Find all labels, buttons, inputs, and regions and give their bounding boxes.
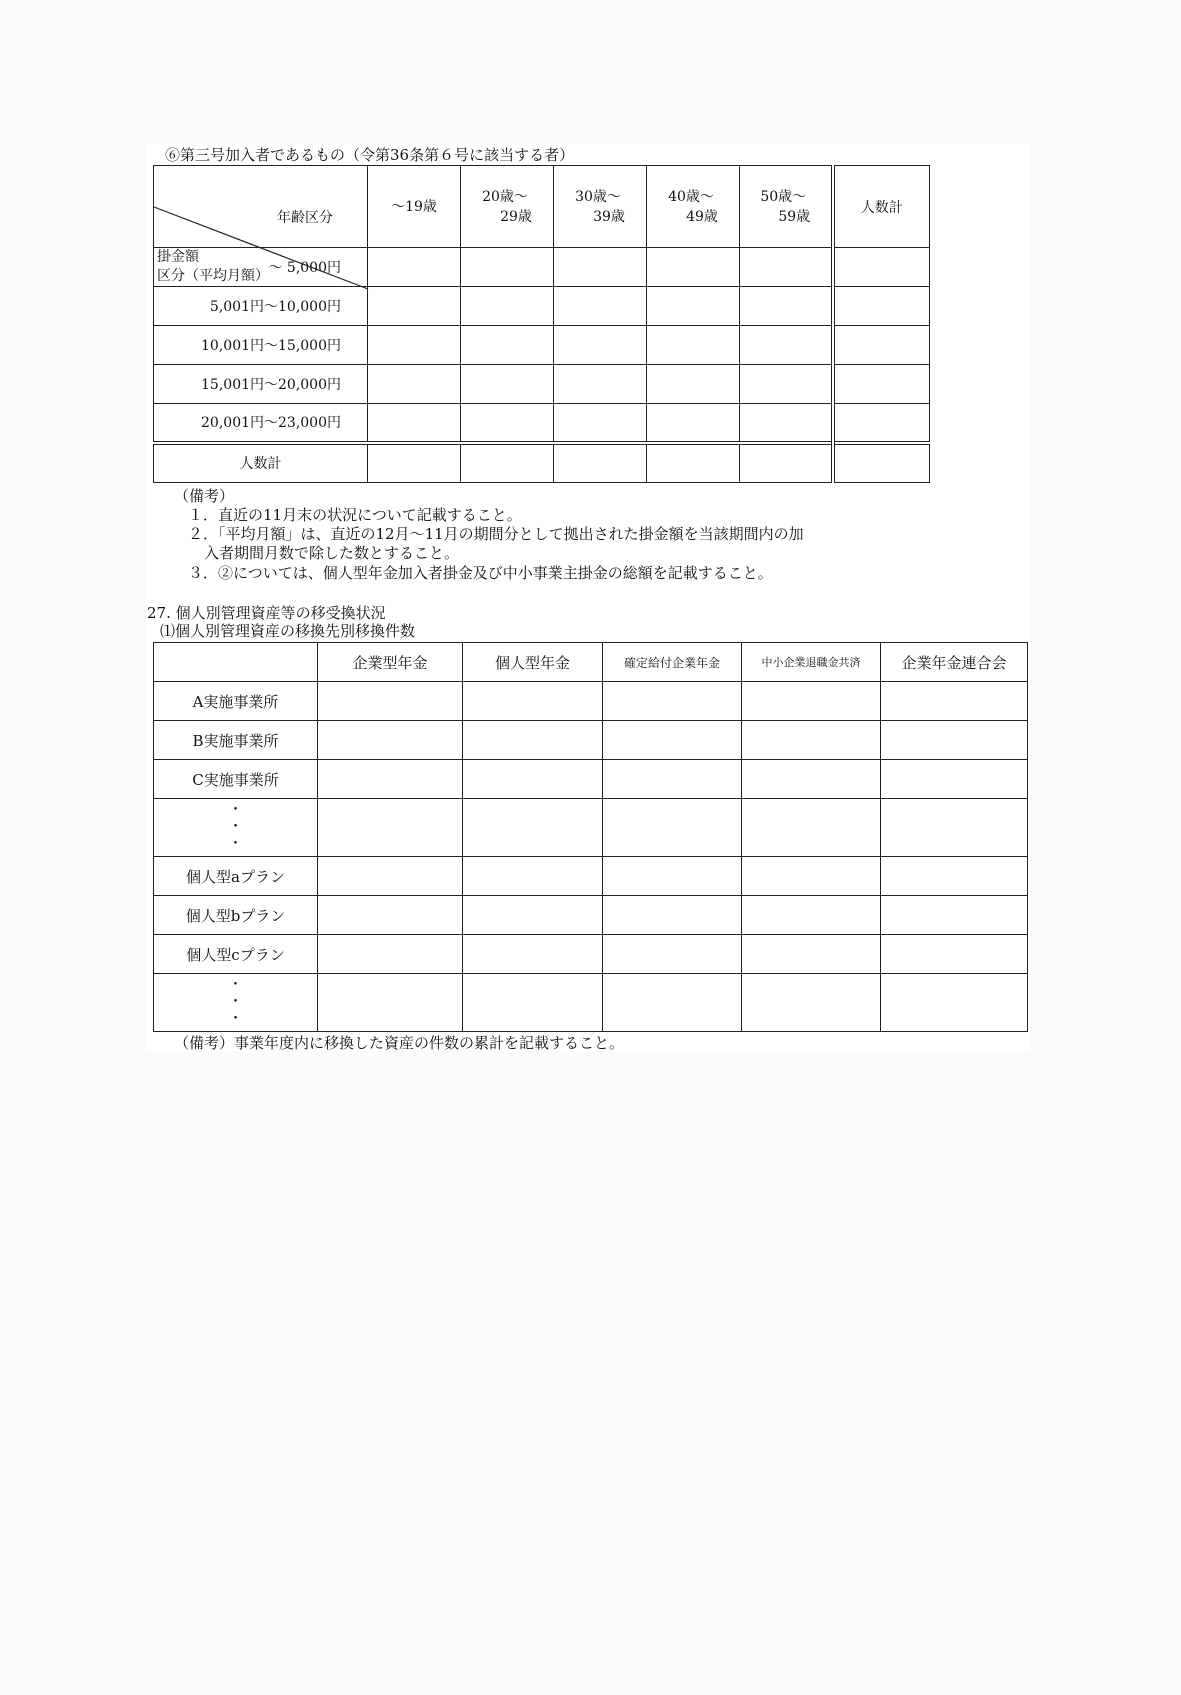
data-cell <box>603 682 742 721</box>
data-cell <box>647 287 740 326</box>
data-cell <box>647 443 740 483</box>
row-label: C実施事業所 <box>154 760 318 799</box>
amount-range-label: ～ 5,000円 <box>154 248 368 287</box>
data-cell <box>461 287 554 326</box>
section27-subheading: ⑴個人別管理資産の移換先別移換件数 <box>160 622 416 640</box>
data-cell <box>368 326 461 365</box>
table-row <box>154 974 1028 1032</box>
data-cell <box>740 365 833 404</box>
data-cell <box>742 760 881 799</box>
data-cell <box>318 935 463 974</box>
note-3: ３．②については、個人型年金加入者掛金及び中小事業主掛金の総額を記載すること。 <box>188 564 773 582</box>
data-cell <box>742 857 881 896</box>
data-cell <box>463 721 603 760</box>
data-cell <box>603 974 742 1032</box>
data-cell <box>368 443 461 483</box>
data-cell <box>318 682 463 721</box>
data-cell <box>881 721 1028 760</box>
data-cell <box>833 287 930 326</box>
data-cell <box>647 404 740 443</box>
ellipsis-dot: ・ <box>228 994 243 1010</box>
col-pension-federation: 企業年金連合会 <box>881 643 1028 682</box>
col-individual-pension: 個人型年金 <box>463 643 603 682</box>
ellipsis-cell <box>154 799 318 857</box>
table-row <box>154 721 1028 760</box>
age-col-3: 40歳～ 49歳 <box>647 166 740 248</box>
data-cell <box>461 404 554 443</box>
data-cell <box>833 404 930 443</box>
data-cell <box>463 682 603 721</box>
table-row <box>154 799 1028 857</box>
data-cell <box>740 443 833 483</box>
data-cell <box>554 326 647 365</box>
age-col-0: ～19歳 <box>368 166 461 248</box>
data-cell <box>554 287 647 326</box>
data-cell <box>318 799 463 857</box>
data-cell <box>603 896 742 935</box>
ellipsis-dot: ・ <box>228 836 243 852</box>
table-row <box>154 682 1028 721</box>
data-cell <box>603 857 742 896</box>
data-cell <box>742 974 881 1032</box>
table-row <box>154 326 930 365</box>
ellipsis-dot: ・ <box>228 802 243 818</box>
data-cell <box>463 974 603 1032</box>
data-cell <box>368 404 461 443</box>
data-cell <box>461 326 554 365</box>
amount-range-label: 10,001円～15,000円 <box>154 326 368 365</box>
age-col-4: 50歳～ 59歳 <box>740 166 833 248</box>
note-2: ２．「平均月額」は、直近の12月～11月の期間分として拠出された掛金額を当該期間内の加 <box>188 525 804 543</box>
data-cell <box>647 365 740 404</box>
amount-range-label: 5,001円～10,000円 <box>154 287 368 326</box>
ellipsis-cell <box>154 974 318 1032</box>
row-label: 個人型aプラン <box>154 857 318 896</box>
table-row <box>154 287 930 326</box>
data-cell <box>647 248 740 287</box>
data-cell <box>881 857 1028 896</box>
contribution-by-age-table <box>153 165 930 483</box>
data-cell <box>833 248 930 287</box>
age-col-1: 20歳～ 29歳 <box>461 166 554 248</box>
data-cell <box>463 896 603 935</box>
data-cell <box>461 365 554 404</box>
table-row <box>154 404 930 443</box>
row-label: A実施事業所 <box>154 682 318 721</box>
table-row <box>154 857 1028 896</box>
age-category-label: 年齢区分 <box>277 209 333 226</box>
section6-caption: ⑥第三号加入者であるもの（令第36条第６号に該当する者） <box>165 146 575 164</box>
total-row-label: 人数計 <box>154 443 368 483</box>
notes-title: （備考） <box>174 487 235 505</box>
data-cell <box>881 935 1028 974</box>
table2-header-row <box>154 643 1028 682</box>
ellipsis-dot: ・ <box>228 977 243 993</box>
data-cell <box>881 682 1028 721</box>
data-cell <box>463 799 603 857</box>
note-2-continued: 入者期間月数で除した数とすること。 <box>204 544 460 562</box>
data-cell <box>463 760 603 799</box>
data-cell <box>318 760 463 799</box>
data-cell <box>881 896 1028 935</box>
data-cell <box>368 365 461 404</box>
row-label: B実施事業所 <box>154 721 318 760</box>
total-col-header: 人数計 <box>833 166 930 248</box>
age-col-2: 30歳～ 39歳 <box>554 166 647 248</box>
data-cell <box>368 287 461 326</box>
row-label: 個人型cプラン <box>154 935 318 974</box>
amount-range-label: 15,001円～20,000円 <box>154 365 368 404</box>
col-smb-retirement: 中小企業退職金共済 <box>742 643 881 682</box>
data-cell <box>603 721 742 760</box>
data-cell <box>554 443 647 483</box>
data-cell <box>368 248 461 287</box>
data-cell <box>833 443 930 483</box>
data-cell <box>740 287 833 326</box>
data-cell <box>881 760 1028 799</box>
note-1: １．直近の11月末の状況について記載すること。 <box>188 506 522 524</box>
data-cell <box>554 248 647 287</box>
data-cell <box>463 935 603 974</box>
table-row <box>154 896 1028 935</box>
table-row <box>154 760 1028 799</box>
contribution-label: 掛金額 <box>157 248 199 265</box>
data-cell <box>742 935 881 974</box>
data-cell <box>881 799 1028 857</box>
data-cell <box>603 760 742 799</box>
ellipsis-dot: ・ <box>228 1011 243 1027</box>
data-cell <box>461 248 554 287</box>
average-monthly-label: 区分（平均月額） <box>157 267 269 284</box>
ellipsis-dot: ・ <box>228 819 243 835</box>
data-cell <box>833 365 930 404</box>
total-row <box>154 443 930 483</box>
section27-note: （備考）事業年度内に移換した資産の件数の累計を記載すること。 <box>174 1034 625 1052</box>
col-corporate-pension: 企業型年金 <box>318 643 463 682</box>
col-defined-benefit: 確定給付企業年金 <box>603 643 742 682</box>
data-cell <box>742 682 881 721</box>
amount-range-label: 20,001円～23,000円 <box>154 404 368 443</box>
data-cell <box>603 935 742 974</box>
data-cell <box>742 721 881 760</box>
data-cell <box>318 896 463 935</box>
data-cell <box>318 857 463 896</box>
data-cell <box>603 799 742 857</box>
data-cell <box>463 857 603 896</box>
row-label: 個人型bプラン <box>154 896 318 935</box>
section27-heading: 27. 個人別管理資産等の移受換状況 <box>147 604 386 622</box>
table2-corner-cell <box>154 643 318 682</box>
data-cell <box>554 365 647 404</box>
data-cell <box>833 326 930 365</box>
data-cell <box>647 326 740 365</box>
asset-transfer-table <box>153 642 1028 1032</box>
data-cell <box>881 974 1028 1032</box>
data-cell <box>742 799 881 857</box>
data-cell <box>740 404 833 443</box>
data-cell <box>740 326 833 365</box>
table-row <box>154 935 1028 974</box>
table1-header-row <box>154 166 930 248</box>
data-cell <box>554 404 647 443</box>
data-cell <box>318 974 463 1032</box>
data-cell <box>742 896 881 935</box>
data-cell <box>461 443 554 483</box>
data-cell <box>318 721 463 760</box>
table-row <box>154 365 930 404</box>
data-cell <box>740 248 833 287</box>
